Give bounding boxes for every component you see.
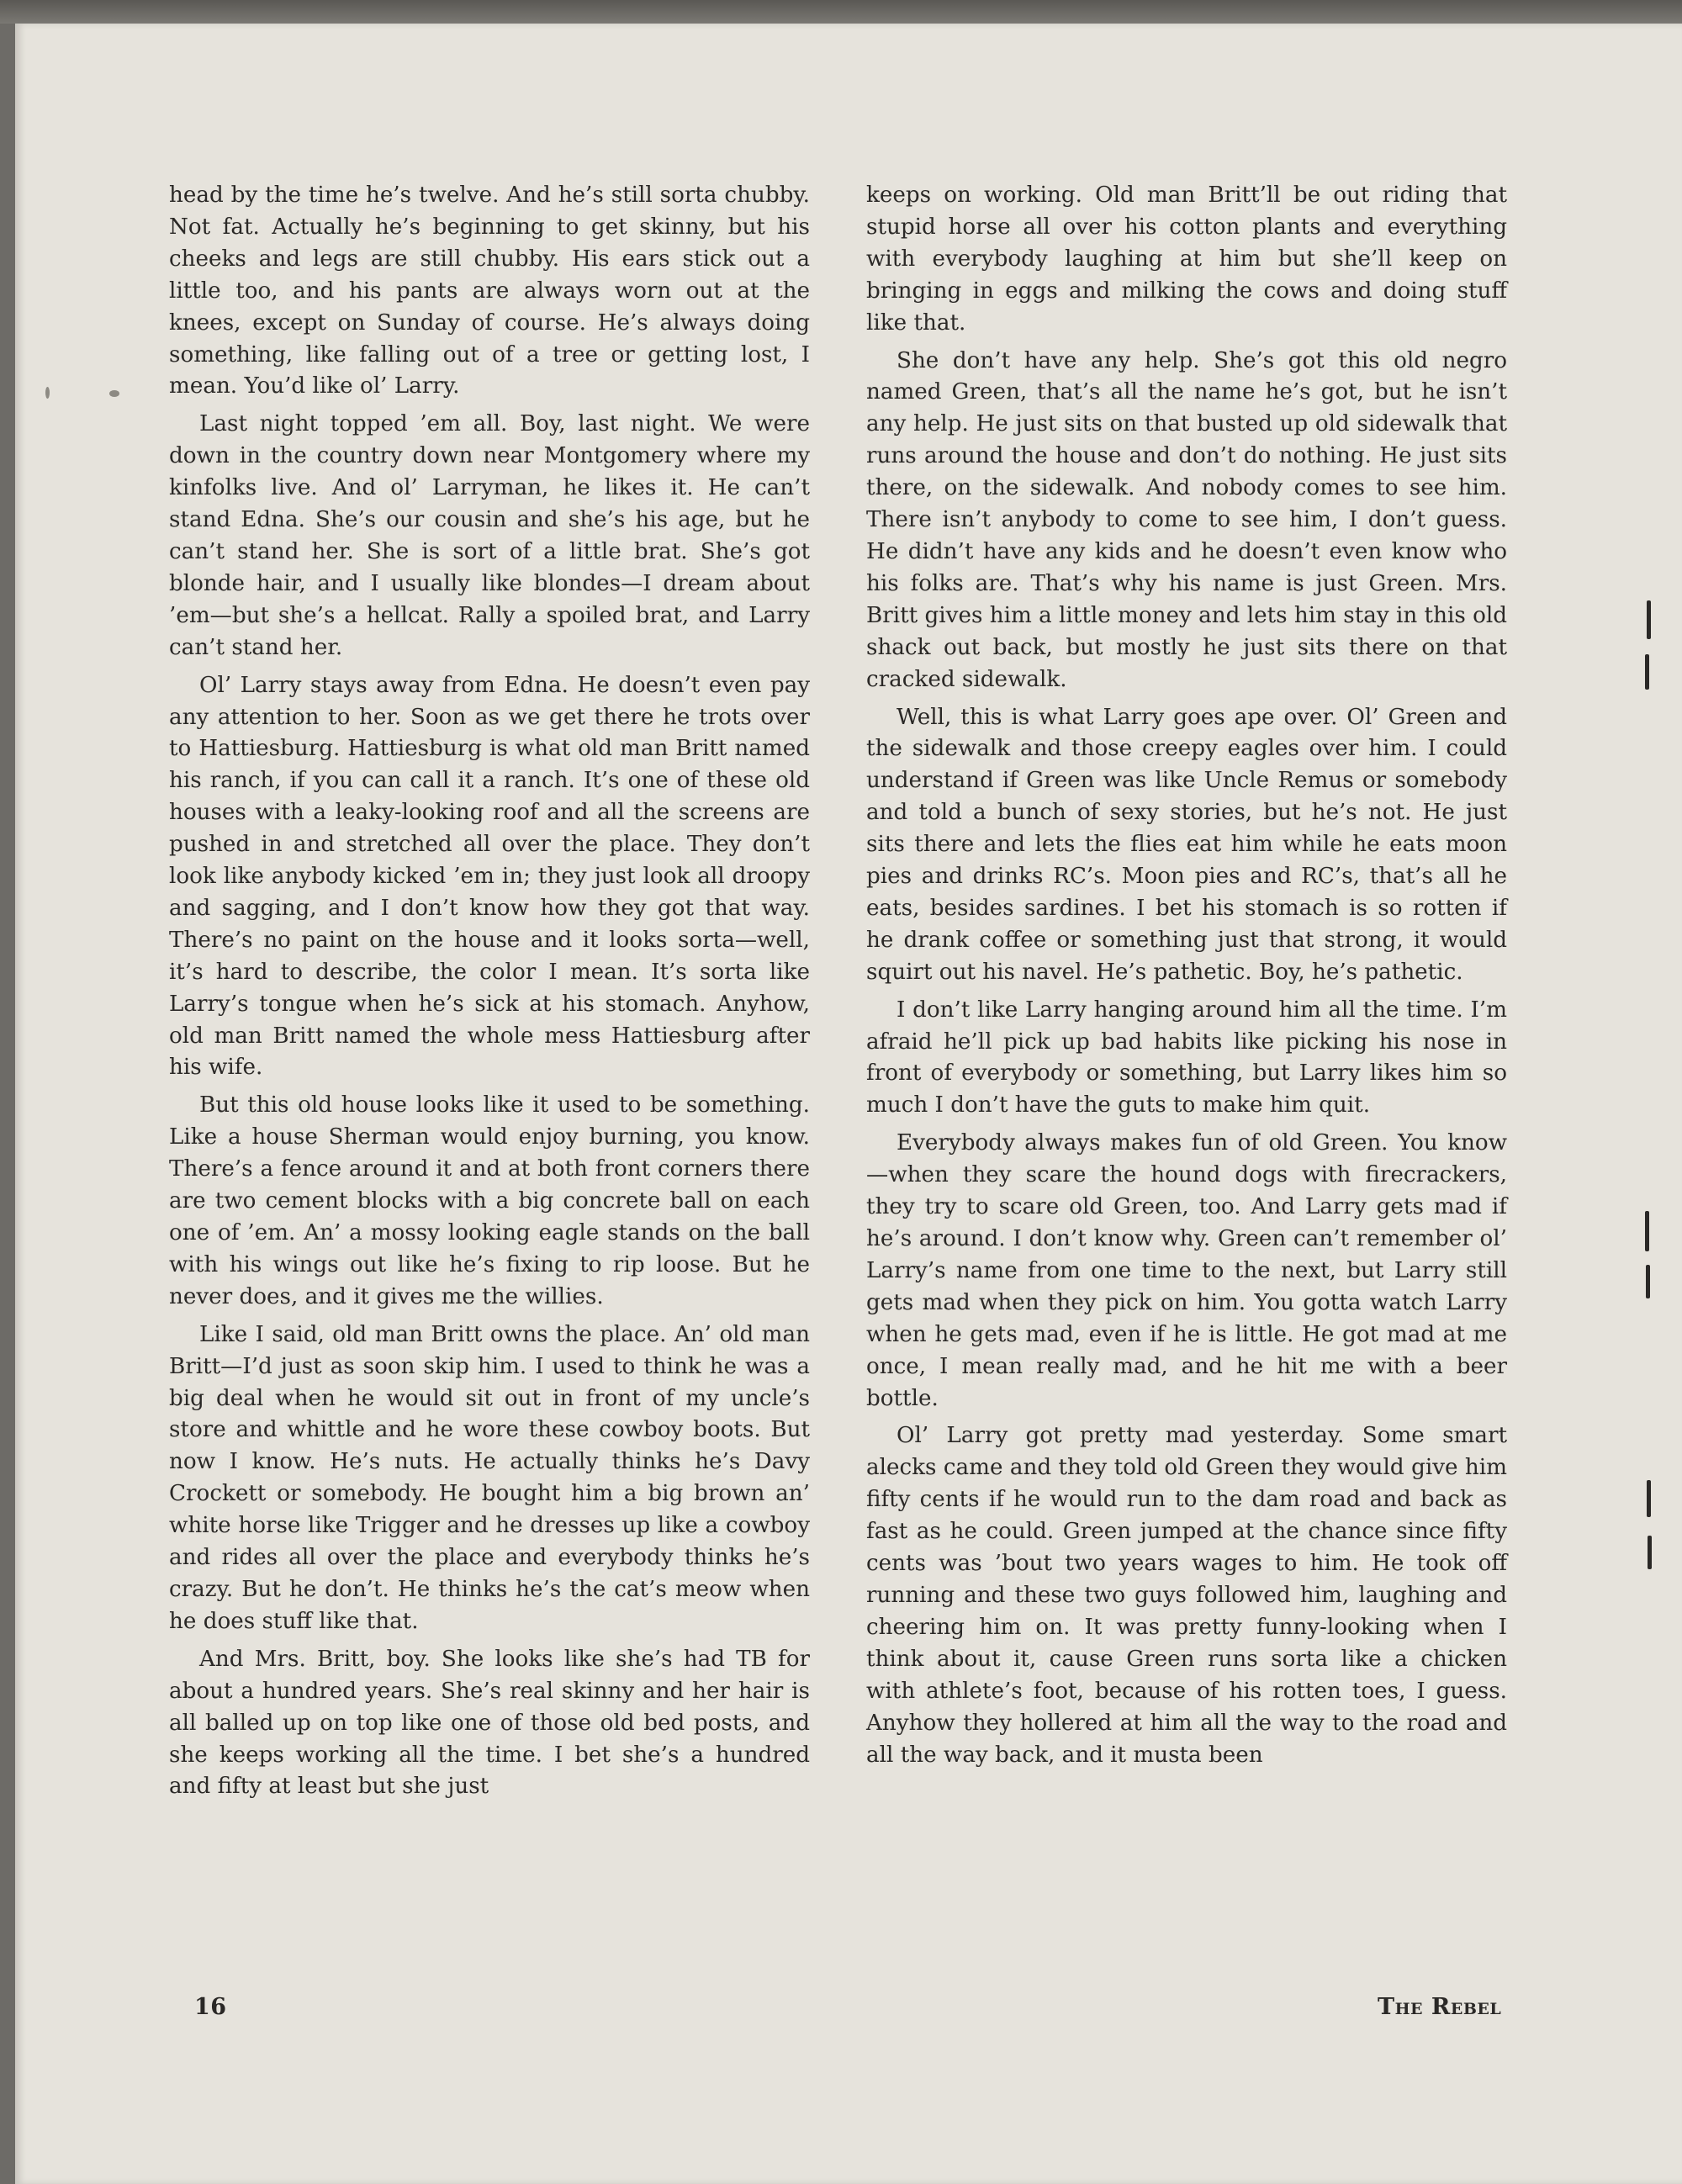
paragraph: Ol’ Larry got pretty mad yesterday. Some smart alecks came and they told old Green they would give him fifty cents if he would run to the dam road and back as fast as he could. Green jumped at the chance since fifty cents was ’bout two years wages to him. He took off running and these two guys followed him, laughing and cheering him on. It was pretty funny-looking when I think about it, cause Green runs sorta like a chicken with athlete’s foot, because of his rotten toes, I guess. Anyhow they hollered at him all the way to the road and all the way back, and it musta been — [866, 1423, 1507, 1768]
paragraph: Well, this is what Larry goes ape over. Ol’ Green and the sidewalk and those creepy eagles over him. I could understand if Green was like Uncle Remus or somebody and told a bunch of sexy stories, but he’s not. He just sits there and lets the flies eat him while he eats moon pies and drinks RC’s. Moon pies and RC’s, that’s all he eats, besides sardines. I bet his stomach is so rotten if he drank coffee or something just that strong, it would squirt out his navel. He’s pathetic. Boy, he’s pathetic. — [866, 704, 1507, 985]
scan-background — [0, 0, 1682, 24]
margin-mark — [1648, 1536, 1652, 1569]
paragraph: Everybody always makes fun of old Green. You know—when they scare the hound dogs with firecrackers, they try to scare old Green, too. And Larry gets mad if he’s around. I don’t know why. Green can’t remember ol’ Larry’s name from one time to the next, but Larry still gets mad when they pick on him. You gotta watch Larry when he gets mad, even if he is little. He got mad at me once, I mean really mad, and he hit me with a beer bottle. — [866, 1130, 1507, 1411]
paragraph: Like I said, old man Britt owns the place. An’ old man Britt—I’d just as soon skip him. I used to think he was a big deal when he would sit out in front of my uncle’s store and whittle and he wore these cowboy boots. But now I know. He’s nuts. He actually thinks he’s Davy Crockett or somebody. He bought him a big brown an’ white horse like Trigger and he dresses up like a cowboy and rides all over the place and everybody thinks he’s crazy. But he don’t. He thinks he’s the cat’s meow when he does stuff like that. — [169, 1321, 810, 1634]
paragraph: But this old house looks like it used to be something. Like a house Sherman would enjoy burning, you know. There’s a fence around it and at both front corners there are two cement blocks with a big concrete ball on each one of ’em. An’ a mossy looking eagle stands on the ball with his wings out like he’s fixing to rip loose. But he never does, and it gives me the willies. — [169, 1092, 810, 1309]
margin-mark — [1647, 600, 1651, 639]
paper-speck — [109, 390, 119, 397]
margin-mark — [1647, 1480, 1651, 1517]
right-text-column — [866, 180, 1507, 1777]
paper-speck — [45, 387, 50, 399]
paragraph: head by the time he’s twelve. And he’s still sorta chubby. Not fat. Actually he’s beginning to get skinny, but his cheeks and legs are still chubby. His ears stick out a little too, and his pants are always worn out at the knees, except on Sunday of course. He’s always doing something, like falling out of a tree or getting lost, I mean. You’d like ol’ Larry. — [169, 182, 810, 399]
paragraph: Ol’ Larry stays away from Edna. He doesn’t even pay any attention to her. Soon as we get there he trots over to Hattiesburg. Hattiesburg is what old man Britt named his ranch, if you can call it a ranch. It’s one of these old houses with a leaky-looking roof and all the screens are pushed in and stretched all over the place. They don’t look like anybody kicked ’em in; they just look all droopy and sagging, and I don’t know how they got that way. There’s no paint on the house and it looks sorta—well, it’s hard to describe, the color I mean. It’s sorta like Larry’s tongue when he’s sick at his stomach. Anyhow, old man Britt named the whole mess Hattiesburg after his wife. — [169, 672, 810, 1081]
paragraph: Last night topped ’em all. Boy, last night. We were down in the country down near Montgomery where my kinfolks live. And ol’ Larryman, he likes it. He can’t stand Edna. She’s our cousin and she’s his age, but he can’t stand her. She is sort of a little brat. She’s got blonde hair, and I usually like blondes—I dream about ’em—but she’s a hellcat. Rally a spoiled brat, and Larry can’t stand her. — [169, 411, 810, 660]
margin-mark — [1645, 1211, 1649, 1251]
publication-title: The Rebel — [1378, 1994, 1502, 2020]
magazine-page — [15, 24, 1682, 2184]
paragraph: And Mrs. Britt, boy. She looks like she’s had TB for about a hundred years. She’s real skinny and her hair is all balled up on top like one of those old bed posts, and she keeps working all the time. I bet she’s a hundred and fifty at least but she just — [169, 1646, 810, 1800]
paragraph: I don’t like Larry hanging around him all the time. I’m afraid he’ll pick up bad habits like picking his nose in front of everybody or something, but Larry likes him so much I don’t have the guts to make him quit. — [866, 997, 1507, 1118]
left-text-column — [169, 180, 810, 1809]
page-number: 16 — [194, 1994, 227, 2020]
paragraph: She don’t have any help. She’s got this old negro named Green, that’s all the name he’s got, but he isn’t any help. He just sits on that busted up old sidewalk that runs around the house and don’t do nothing. He just sits there, on the sidewalk. And nobody comes to see him. There isn’t anybody to come to see him, I don’t guess. He didn’t have any kids and he doesn’t even know who his folks are. That’s why his name is just Green. Mrs. Britt gives him a little money and lets him stay in this old shack out back, but mostly he just sits there on that cracked sidewalk. — [866, 347, 1507, 692]
margin-mark — [1645, 654, 1649, 690]
margin-mark — [1646, 1265, 1650, 1298]
paragraph: keeps on working. Old man Britt’ll be out riding that stupid horse all over his cotton plants and everything with everybody laughing at him but she’ll keep on bringing in eggs and milking the cows and doing stuff like that. — [866, 182, 1507, 336]
